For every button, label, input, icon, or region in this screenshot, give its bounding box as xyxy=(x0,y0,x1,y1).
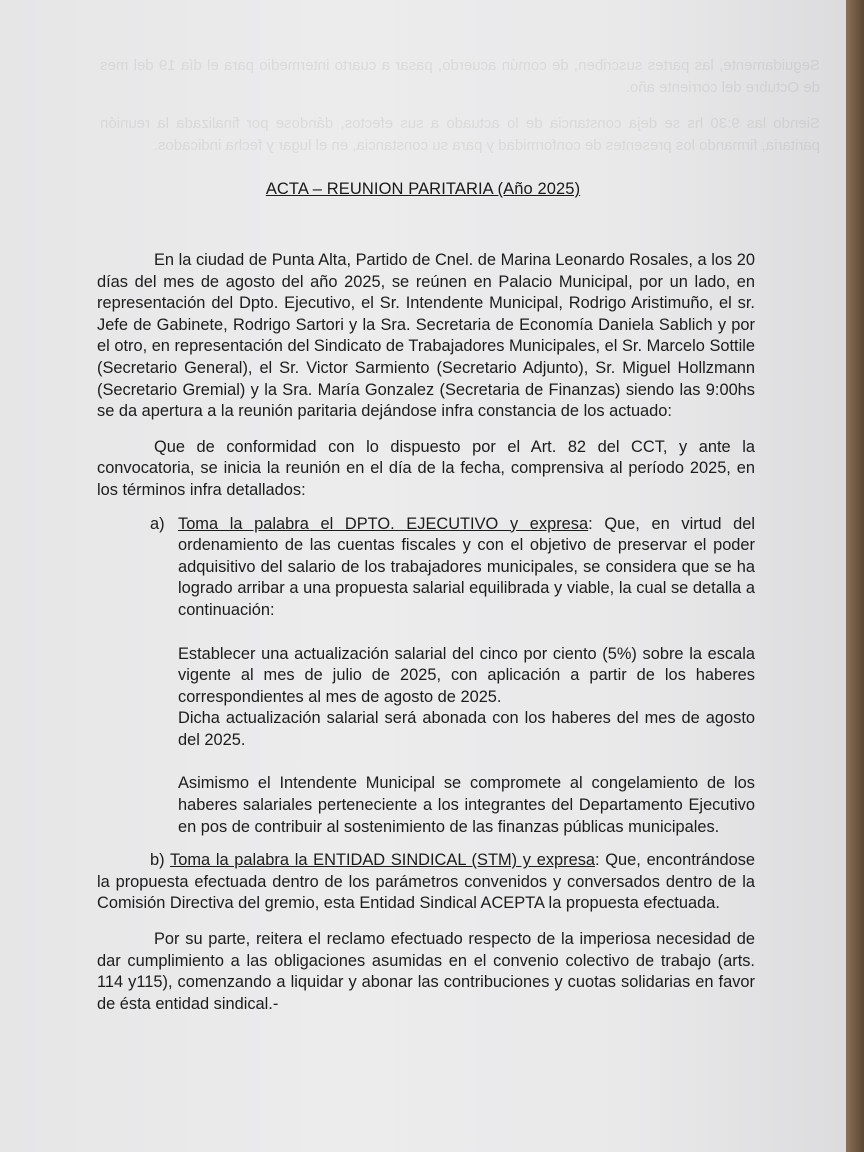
item-a-heading: Toma la palabra el DPTO. EJECUTIVO y expresa xyxy=(178,514,589,533)
bleed-through-text xyxy=(100,55,820,171)
proposal-payment: Dicha actualización salarial será abonada con los haberes del mes de agosto del 2025. xyxy=(178,709,755,749)
item-a xyxy=(97,514,755,622)
intro-paragraph: En la ciudad de Punta Alta, Partido de Cnel. de Marina Leonardo Rosales, a los 20 días del mes de agosto del año 2025, se reúnen en Palacio Municipal, por un lado, en representación del Dpto. Ejecutivo, el Sr. Intendente Municipal, Rodrigo Aristimuño, el sr. Jefe de Gabinete, Rodrigo Sartori y la Sra. Secretaria de Economía Daniela Sablich y por el otro, en representación del Sindicato de Trabajadores Municipales, el Sr. Marcelo Sottile (Secretario General), el Sr. Victor Sarmiento (Secretario Adjunto), Sr. Miguel Hollzmann (Secretario Gremial) y la Sra. María Gonzalez (Secretaria de Finanzas) siendo las 9:00hs se da apertura a la reunión paritaria dejándose infra constancia de los actuado: xyxy=(97,251,755,421)
item-b-label: b) xyxy=(150,851,165,870)
item-a-label: a) xyxy=(150,514,165,533)
conformity-paragraph: Que de conformidad con lo dispuesto por el Art. 82 del CCT, y ante la convocatoria, se inicia la reunión en el día de la fecha, comprensiva al período 2025, en los términos infra detallados: xyxy=(97,437,755,499)
item-b-heading: Toma la palabra la ENTIDAD SINDICAL (STM) y expresa xyxy=(170,851,596,870)
salary-freeze-paragraph: Asimismo el Intendente Municipal se compromete al congelamiento de los haberes salariales perteneciente a los integrantes del Departamento Ejecutivo en pos de contribuir al sostenimiento de las finanzas públicas municipales. xyxy=(178,774,755,836)
table-edge xyxy=(846,0,864,1152)
item-b-text: : Que, encontrándose la propuesta efectuada dentro de los parámetros convenidos y conversados dentro de la Comisión Directiva del gremio, esta Entidad Sindical ACEPTA la propuesta efectuada. xyxy=(97,851,756,913)
bleed-through-line-1: Seguidamente, las partes suscriben, de común acuerdo, pasar a cuarto intermedio para el día 19 del mes de Octubre del corriente año. xyxy=(100,57,820,96)
proposal-increase: Establecer una actualización salarial del cinco por ciento (5%) sobre la escala vigente al mes de julio de 2025, con aplicación a partir de los haberes correspondientes al mes de agosto de 2025. xyxy=(178,644,755,706)
item-b xyxy=(97,850,755,915)
document-title: ACTA – REUNION PARITARIA (Año 2025) xyxy=(265,180,581,198)
document-body xyxy=(97,250,755,1015)
item-a-text: : Que, en virtud del ordenamiento de las cuentas fiscales y con el objetivo de preservar el poder adquisitivo del salario de los trabajadores municipales, se considera que se ha logrado arribar a una propuesta salarial equilibrada y viable, la cual se detalla a continuación: xyxy=(178,514,755,619)
bleed-through-line-2: Siendo las 9:30 hs se deja constancia de lo actuado a sus efectos, dándose por finalizada la reunión paritaria, firmando los presentes de conformidad y para su constancia, en el lugar y fecha indicados. xyxy=(100,115,820,154)
closing-paragraph: Por su parte, reitera el reclamo efectuado respecto de la imperiosa necesidad de dar cumplimiento a las obligaciones asumidas en el convenio colectivo de trabajo (arts. 114 y115), comenzando a liquidar y abonar las contribuciones y cuotas solidarias en favor de ésta entidad sindical.- xyxy=(97,930,755,1013)
